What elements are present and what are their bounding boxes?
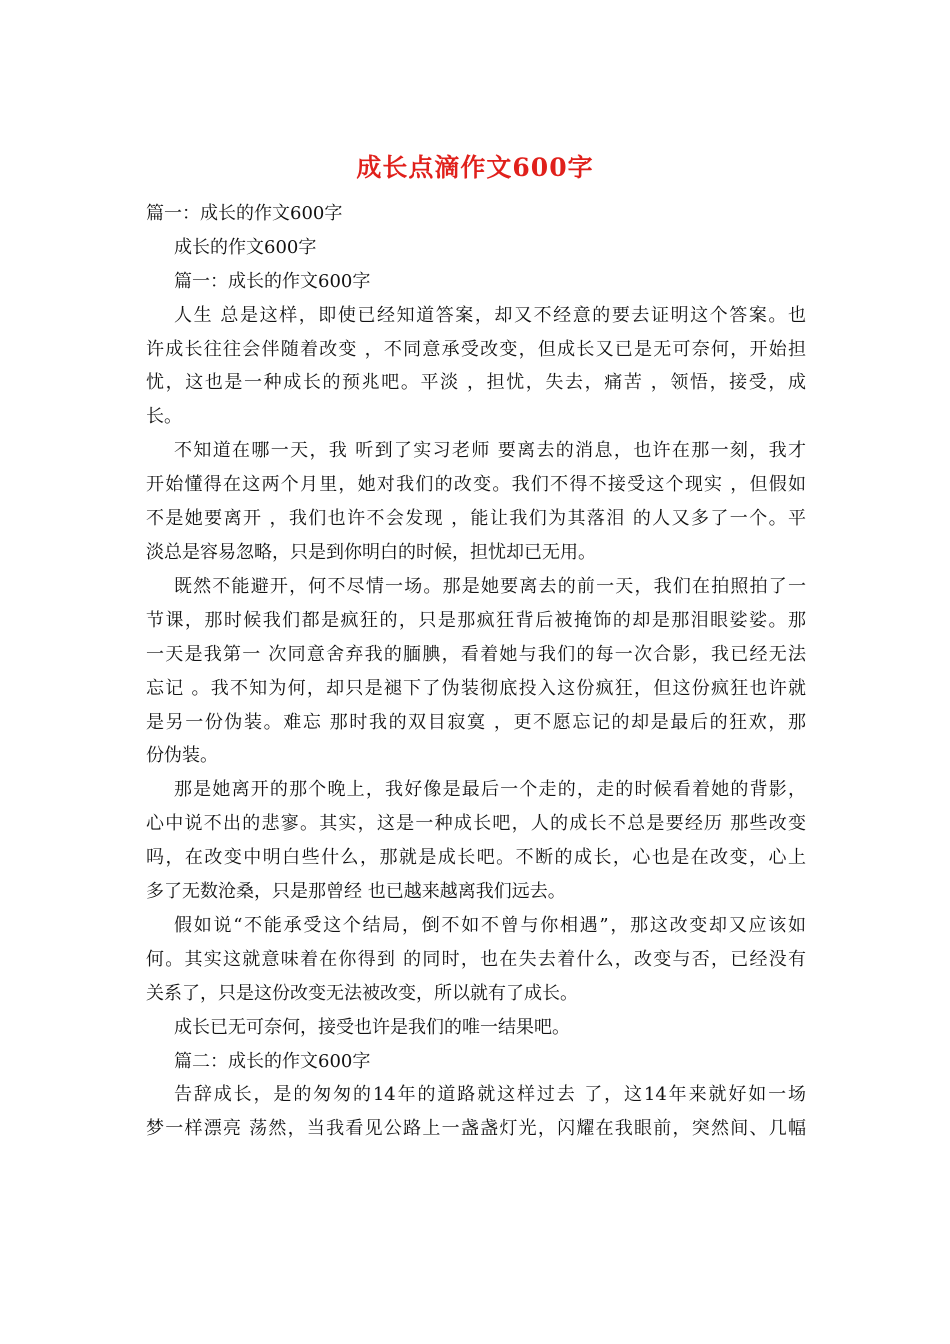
section-heading: 篇一：成长的作文600字 xyxy=(146,203,343,224)
paragraph-line: 许成长往往会伴随着改变 ，不同意承受改变，但成长又已是无可奈何，开始担 xyxy=(146,338,806,360)
paragraph-line: 一天是我第一 次同意舍弃我的腼腆，看着她与我们的每一次合影，我已经无法 xyxy=(146,643,806,665)
paragraph-line: 那是她离开的那个晚上，我好像是最后一个走的，走的时候看着她的背影， xyxy=(174,779,806,801)
paragraph-line: 告辞成长，是的匆匆的14年的道路就这样过去 了，这14年来就好如一场 xyxy=(174,1084,806,1106)
paragraph-line: 关系了，只是这份改变无法被改变，所以就有了成长。 xyxy=(146,982,578,1004)
paragraph-line: 人生 总是这样，即使已经知道答案，却又不经意的要去证明这个答案。也 xyxy=(174,304,806,326)
paragraph-line: 心中说不出的悲寥。其实，这是一种成长吧，人的成长不总是要经历 那些改变 xyxy=(146,813,806,835)
paragraph-line: 节课，那时候我们都是疯狂的，只是那疯狂背后被掩饰的却是那泪眼娑娑。那 xyxy=(146,609,806,631)
paragraph-line: 成长已无可奈何，接受也许是我们的唯一结果吧。 xyxy=(174,1016,570,1038)
document-title: 成长点滴作文600字 xyxy=(356,153,594,182)
paragraph-line: 多了无数沧桑，只是那曾经 也已越来越离我们远去。 xyxy=(146,881,566,903)
paragraph-line: 不知道在哪一天，我 听到了实习老师 要离去的消息，也许在那一刻，我才 xyxy=(174,440,806,462)
sub-section-heading: 篇一：成长的作文600字 xyxy=(174,270,371,292)
essay-title: 成长的作文600字 xyxy=(174,236,317,258)
paragraph-line: 何。其实这就意味着在你得到 的同时，也在失去着什么，改变与否，已经没有 xyxy=(146,948,806,970)
paragraph-line: 份伪装。 xyxy=(146,745,218,767)
paragraph-line: 吗，在改变中明白些什么，那就是成长吧。不断的成长，心也是在改变，心上 xyxy=(146,847,806,869)
paragraph-line: 假如说“不能承受这个结局，倒不如不曾与你相遇”，那这改变却又应该如 xyxy=(174,914,806,936)
paragraph-line: 忘记 。我不知为何，却只是褪下了伪装彻底投入这份疯狂，但这份疯狂也许就 xyxy=(146,677,806,699)
paragraph-line: 开始懂得在这两个月里，她对我们的改变。我们不得不接受这个现实 ，但假如 xyxy=(146,474,806,496)
paragraph-line: 梦一样漂亮 荡然，当我看见公路上一盏盏灯光，闪耀在我眼前，突然间、几幅 xyxy=(146,1118,806,1140)
paragraph-line: 长。 xyxy=(146,406,182,428)
paragraph-line: 既然不能避开，何不尽情一场。那是她要离去的前一天，我们在拍照拍了一 xyxy=(174,575,806,597)
section-heading: 篇二：成长的作文600字 xyxy=(174,1050,371,1072)
paragraph-line: 淡总是容易忽略，只是到你明白的时候，担忧却已无用。 xyxy=(146,542,596,563)
paragraph-line: 忧，这也是一种成长的预兆吧。平淡 ，担忧，失去，痛苦 ，领悟，接受，成 xyxy=(146,372,806,394)
paragraph-line: 是另一份伪装。难忘 那时我的双目寂寞 ，更不愿忘记的却是最后的狂欢，那 xyxy=(146,711,806,733)
paragraph-line: 不是她要离开 ，我们也许不会发现 ，能让我们为其落泪 的人又多了一个。平 xyxy=(146,508,806,530)
document-body xyxy=(146,197,806,1146)
